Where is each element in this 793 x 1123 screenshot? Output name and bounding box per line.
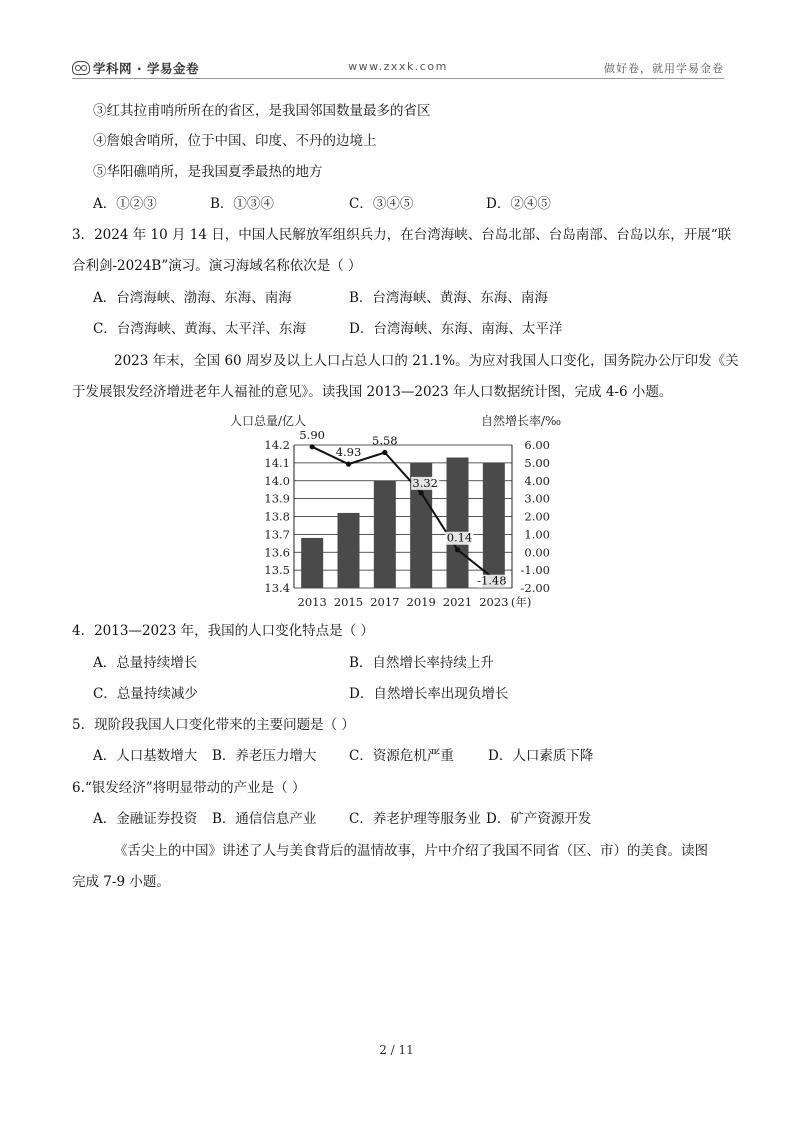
x-tick-label: 2017	[370, 595, 400, 609]
data-label: 0.14	[446, 530, 473, 545]
q5-option-b[interactable]: B．养老压力增大	[212, 748, 317, 764]
q6-option-c[interactable]: C．养老护理等服务业	[349, 811, 481, 827]
q2-item-4: ④詹娘舍哨所，位于中国、印度、不丹的边境上	[93, 133, 377, 149]
left-tick-label: 14.2	[264, 438, 290, 452]
left-tick-label: 13.9	[264, 491, 290, 506]
bar	[447, 458, 469, 588]
q5-option-d[interactable]: D．人口素质下降	[488, 748, 594, 764]
q6-option-b[interactable]: B．通信信息产业	[212, 811, 317, 827]
q4-option-c[interactable]: C．总量持续减少	[93, 686, 198, 702]
growth-rate-point	[419, 490, 424, 495]
page-number: 2 / 11	[379, 1043, 414, 1057]
q3-option-d[interactable]: D．台湾海峡、东海、南海、太平洋	[349, 321, 563, 337]
q2-item-5: ⑤华阳礁哨所，是我国夏季最热的地方	[93, 164, 323, 180]
x-tick-label: 2015	[333, 595, 364, 609]
q5-stem: 5．现阶段我国人口变化带来的主要问题是（ ）	[72, 717, 355, 733]
right-tick-label: -2.00	[520, 581, 550, 595]
left-tick-label: 13.6	[264, 545, 290, 560]
growth-rate-point	[455, 547, 460, 552]
site-url: www.zxxk.com	[348, 60, 448, 73]
right-tick-label: 3.00	[524, 491, 550, 506]
left-tick-label: 14.0	[264, 473, 290, 488]
q4-option-d[interactable]: D．自然增长率出现负增长	[349, 686, 509, 702]
bar	[338, 513, 360, 588]
q6-option-a[interactable]: A．金融证券投资	[93, 811, 198, 827]
q2-option-b[interactable]: B．①③④	[210, 196, 274, 212]
right-tick-label: 0.00	[524, 545, 550, 560]
x-tick-label: 2013	[297, 595, 327, 609]
right-tick-label: 1.00	[524, 527, 550, 542]
right-tick-label: 2.00	[524, 509, 550, 524]
q3-option-a[interactable]: A．台湾海峡、渤海、东海、南海	[93, 290, 292, 306]
x-tick-label: 2023	[479, 595, 509, 609]
header-slogan: 做好卷，就用学易金卷	[604, 62, 724, 75]
population-chart	[224, 412, 576, 612]
q6-stem: 6.“银发经济”将明显带动的产业是（ ）	[72, 780, 306, 796]
intro-line-2: 于发展银发经济增进老年人福祉的意见》。读我国 2013—2023 年人口数据统计图，完成 4-6 小题。	[72, 384, 673, 400]
growth-rate-point	[310, 444, 315, 449]
q2-option-d[interactable]: D．②④⑤	[486, 196, 551, 212]
right-axis-title: 自然增长率/‰	[481, 414, 562, 428]
population-chart-svg	[224, 412, 576, 612]
right-tick-label: 6.00	[524, 438, 550, 452]
left-tick-label: 13.8	[264, 509, 290, 524]
q6-option-d[interactable]: D．矿产资源开发	[486, 811, 592, 827]
x-tick-label: 2021	[442, 595, 473, 609]
q3-option-c[interactable]: C．台湾海峡、黄海、太平洋、东海	[93, 321, 306, 337]
growth-rate-point	[382, 450, 387, 455]
left-tick-label: 13.7	[264, 527, 290, 542]
data-label: 3.32	[412, 475, 438, 490]
x-tick-label: 2019	[406, 595, 436, 609]
data-label: 5.90	[299, 427, 325, 442]
right-tick-label: 4.00	[524, 473, 550, 488]
bar	[483, 463, 505, 588]
q4-stem: 4．2013—2023 年，我国的人口变化特点是（ ）	[72, 623, 374, 639]
intro2-line-1: 《舌尖上的中国》讲述了人与美食背后的温情故事，片中介绍了我国不同省（区、市）的美食。读图	[114, 843, 708, 859]
left-axis-title: 人口总量/亿人	[230, 414, 307, 428]
data-label: -1.48	[477, 573, 507, 588]
q4-option-b[interactable]: B．自然增长率持续上升	[349, 655, 494, 671]
page-header	[72, 58, 724, 79]
q4-option-a[interactable]: A．总量持续增长	[93, 655, 198, 671]
q3-option-b[interactable]: B．台湾海峡、黄海、东海、南海	[349, 290, 548, 306]
growth-rate-point	[346, 462, 351, 467]
q2-option-c[interactable]: C．③④⑤	[349, 196, 414, 212]
left-tick-label: 13.4	[264, 581, 290, 595]
q5-option-c[interactable]: C．资源危机严重	[349, 748, 454, 764]
right-tick-label: -1.00	[520, 563, 550, 578]
bar	[374, 481, 396, 588]
data-label: 5.58	[372, 433, 398, 448]
intro2-line-2: 完成 7-9 小题。	[72, 874, 170, 890]
x-axis-suffix: (年)	[510, 595, 532, 609]
right-tick-label: 5.00	[524, 455, 550, 470]
q5-option-a[interactable]: A．人口基数增大	[93, 748, 198, 764]
data-label: 4.93	[335, 445, 362, 460]
q2-option-a[interactable]: A．①②③	[93, 196, 157, 212]
q3-stem-line-2: 合利剑-2024B”演习。演习海域名称依次是（ ）	[72, 258, 362, 274]
left-tick-label: 14.1	[264, 455, 290, 470]
logo-text: 学科网 · 学易金卷	[93, 61, 199, 76]
q2-item-3: ③红其拉甫哨所所在的省区，是我国邻国数量最多的省区	[93, 103, 431, 119]
q3-stem-line-1: 3．2024 年 10 月 14 日，中国人民解放军组织兵力，在台湾海峡、台岛北部、台岛南部、台岛以东，开展“联	[72, 227, 732, 243]
bar	[301, 538, 323, 588]
intro-line-1: 2023 年末，全国 60 周岁及以上人口占总人口的 21.1%。为应对我国人口变化，国务院办公厅印发《关	[114, 353, 739, 369]
left-tick-label: 13.5	[264, 563, 290, 578]
